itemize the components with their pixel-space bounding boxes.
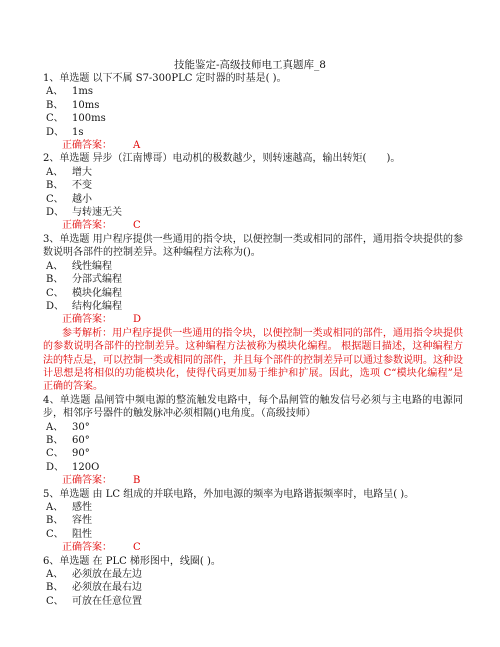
option-letter: B、: [46, 515, 64, 527]
answer-line: [43, 219, 463, 232]
option-item: [43, 501, 463, 514]
option-letter: C、: [46, 287, 64, 299]
option-letter: B、: [46, 99, 64, 111]
question-stem: 2、单选题 异步（江南博哥）电动机的极数越少，则转速越高，输出转矩( )。: [43, 153, 401, 165]
option-item: [43, 260, 463, 273]
answer-line: [43, 474, 463, 487]
answer-value: C: [133, 542, 141, 554]
answer-label: 正确答案：: [62, 475, 112, 487]
option-letter: A、: [46, 86, 64, 98]
explanation-text: 参考解析：用户程序提供一些通用的指令块，以便控制一类或相同的部件，通用指令块提供的参数说明各部件的控制差异。这种编程方法被称为模块化编程。 根据题目描述，这种编程方法的特点是，可以控制一类或相同的部件，并且每个部件的控制差异可以通过参数说明。这种设计思想是将相似的功能模块化，使得代码更加易于维护和扩展。因此，选项 C“模块化编程”是正确的答案。: [43, 327, 463, 393]
question-stem: 4、单选题 晶闸管中频电源的整流触发电路中，每个晶闸管的触发信号必须与主电路的电源同步，相邻序号器件的触发脉冲必须相隔()电角度。（高级技师）: [43, 394, 463, 420]
option-item: [43, 166, 463, 179]
option-text: 90°: [72, 448, 90, 460]
answer-line: [43, 541, 463, 554]
answer-label: 正确答案：: [62, 220, 112, 232]
option-item: [43, 447, 463, 460]
option-text: 30°: [72, 421, 90, 433]
question-stem: 5、单选题 由 LC 组成的并联电路，外加电源的频率为电路谐振频率时，电路呈( )。: [43, 488, 415, 500]
option-text: 不变: [72, 180, 92, 192]
option-text: 模块化编程: [72, 287, 122, 299]
option-letter: B、: [46, 274, 64, 286]
option-text: 1ms: [72, 86, 93, 98]
option-letter: A、: [46, 260, 64, 272]
option-text: 1s: [72, 126, 84, 138]
option-text: 100ms: [72, 113, 106, 125]
option-item: [43, 273, 463, 286]
option-letter: D、: [46, 207, 65, 219]
option-item: [43, 568, 463, 581]
page-title: 技能鉴定-高级技师电工真题库_8: [174, 59, 326, 71]
option-item: [43, 126, 463, 139]
answer-value: C: [133, 220, 141, 232]
option-letter: B、: [46, 582, 64, 594]
question-stem: 3、单选题 用户程序提供一些通用的指令块，以便控制一类或相同的部件，通用指令块提供的参数说明各部件的控制差异。这种编程方法称为()。: [43, 233, 463, 259]
answer-label: 正确答案：: [62, 542, 112, 554]
option-item: [43, 193, 463, 206]
option-text: 与转速无关: [72, 207, 122, 219]
question-stem: 6、单选题 在 PLC 梯形图中，线圈( )。: [43, 555, 221, 567]
option-item: [43, 421, 463, 434]
option-letter: C、: [46, 448, 64, 460]
answer-value: B: [133, 475, 141, 487]
option-letter: B、: [46, 180, 64, 192]
option-item: [43, 434, 463, 447]
option-text: 结构化编程: [72, 300, 122, 312]
option-letter: C、: [46, 193, 64, 205]
option-text: 必须放在最右边: [72, 582, 142, 594]
option-text: 120O: [72, 461, 100, 473]
option-item: [43, 179, 463, 192]
option-letter: B、: [46, 434, 64, 446]
option-letter: C、: [46, 595, 64, 607]
option-text: 增大: [72, 166, 92, 178]
option-item: [43, 287, 463, 300]
option-letter: D、: [46, 461, 65, 473]
option-item: [43, 514, 463, 527]
option-text: 60°: [72, 434, 90, 446]
option-letter: C、: [46, 113, 64, 125]
option-text: 容性: [72, 515, 92, 527]
option-item: [43, 461, 463, 474]
answer-value: D: [133, 314, 142, 326]
option-text: 必须放在最左边: [72, 569, 142, 581]
option-letter: D、: [46, 126, 65, 138]
option-letter: A、: [46, 421, 64, 433]
option-item: [43, 528, 463, 541]
answer-value: A: [133, 140, 141, 152]
option-item: [43, 85, 463, 98]
option-text: 可放在任意位置: [72, 595, 142, 607]
option-letter: D、: [46, 300, 65, 312]
option-text: 分部式编程: [72, 274, 122, 286]
answer-label: 正确答案：: [62, 314, 112, 326]
option-item: [43, 595, 463, 608]
answer-line: [43, 139, 463, 152]
option-item: [43, 99, 463, 112]
answer-line: [43, 313, 463, 326]
option-letter: C、: [46, 528, 64, 540]
option-text: 越小: [72, 193, 92, 205]
option-text: 阻性: [72, 528, 92, 540]
question-list: [43, 72, 463, 608]
option-item: [43, 206, 463, 219]
option-text: 感性: [72, 502, 92, 513]
answer-label: 正确答案：: [62, 140, 112, 152]
option-item: [43, 112, 463, 125]
option-text: 线性编程: [72, 260, 112, 272]
option-item: [43, 581, 463, 594]
option-letter: A、: [46, 502, 64, 513]
question-stem: 1、单选题 以下不属 S7-300PLC 定时器的时基是( )。: [43, 73, 287, 84]
option-letter: A、: [46, 569, 64, 581]
option-item: [43, 300, 463, 313]
option-text: 10ms: [72, 99, 100, 111]
option-letter: A、: [46, 166, 64, 178]
